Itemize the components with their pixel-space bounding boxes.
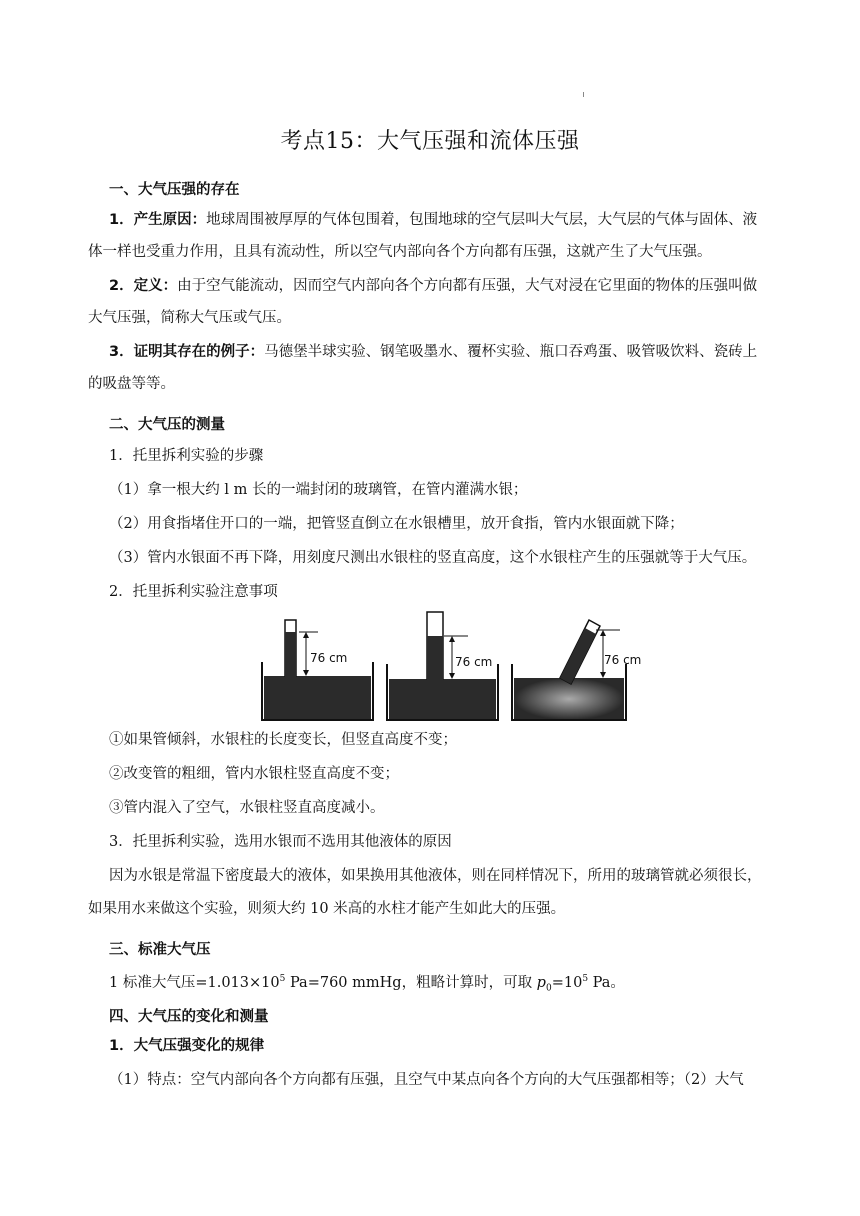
exponent-2: 5 <box>582 974 589 984</box>
note-1: ①如果管倾斜，水银柱的长度变长，但竖直高度不变； <box>109 732 457 748</box>
reason-line-1: 因为水银是常温下密度最大的液体，如果换用其他液体，则在同样情况下，所用的玻璃管就必须很长， <box>109 868 762 884</box>
page-title: 考点15：大气压强和流体压强 <box>280 129 580 154</box>
paragraph-3-line-2: 的吸盘等等。 <box>88 376 175 392</box>
paragraph-1-line-2: 体一样也受重力作用，且具有流动性，所以空气内部向各个方向都有压强，这就产生了大气压强。 <box>88 244 712 260</box>
subheading-4-1-text: 1．大气压强变化的规律 <box>109 1038 265 1054</box>
section-heading-1: 一、大气压强的存在 <box>109 182 240 198</box>
section-heading-2: 二、大气压的测量 <box>109 417 225 433</box>
height-label-2: 76 cm <box>455 655 493 669</box>
step-3: （3）管内水银面不再下降，用刻度尺测出水银柱的竖直高度，这个水银柱产生的压强就等于大气压。 <box>109 550 757 566</box>
step-2: （2）用食指堵住开口的一端，把管竖直倒立在水银槽里，放开食指，管内水银面就下降； <box>109 516 684 532</box>
subheading-2-2: 2．托里拆利实验注意事项 <box>109 584 278 600</box>
note-3: ③管内混入了空气，水银柱竖直高度减小。 <box>109 800 385 816</box>
diagram-tilted-tube <box>512 620 641 720</box>
paragraph-2-line-2: 大气压强，简称大气压或气压。 <box>88 310 291 326</box>
paragraph-2-line-1 <box>109 270 757 302</box>
paragraph-1-line-1 <box>109 204 757 236</box>
feature-line: （1）特点：空气内部向各个方向都有压强，且空气中某点向各个方向的大气压强都相等；（2）大气 <box>109 1072 744 1088</box>
paragraph-2-label: 2．定义： <box>109 278 178 294</box>
subheading-2-3: 3．托里拆利实验，选用水银而不选用其他液体的原因 <box>109 834 452 850</box>
diagram-vertical-tube <box>262 620 373 720</box>
reason-line-2: 如果用水来做这个实验，则须大约 10 米高的水柱才能产生如此大的压强。 <box>88 901 566 917</box>
formula-part-a: 1 标准大气压=1.013×10 <box>109 974 280 991</box>
paragraph-3-label: 3．证明其存在的例子： <box>109 344 265 360</box>
exponent-1: 5 <box>279 974 286 984</box>
note-2: ②改变管的粗细，管内水银柱竖直高度不变； <box>109 766 399 782</box>
page-mark <box>583 92 584 97</box>
standard-pressure-formula <box>109 963 625 1005</box>
height-label-3: 76 cm <box>604 653 642 667</box>
section-heading-4: 四、大气压的变化和测量 <box>109 1009 269 1025</box>
torricelli-figure <box>258 612 642 722</box>
subheading-2-1: 1．托里拆利实验的步骤 <box>109 448 264 464</box>
paragraph-1-label: 1．产生原因： <box>109 212 207 228</box>
section-heading-3: 三、标准大气压 <box>109 942 211 958</box>
diagram-wide-tube <box>387 612 498 720</box>
pressure-symbol: p <box>536 974 546 991</box>
paragraph-3-text: 马德堡半球实验、钢笔吸墨水、覆杯实验、瓶口吞鸡蛋、吸管吸饮料、瓷砖上 <box>264 344 758 360</box>
height-label-1: 76 cm <box>310 651 348 665</box>
paragraph-3-line-1 <box>109 336 757 368</box>
formula-part-b: Pa=760 mmHg，粗略计算时，可取 <box>285 974 537 991</box>
step-1: （1）拿一根大约 l m 长的一端封闭的玻璃管，在管内灌满水银； <box>109 482 528 498</box>
subscript-0: 0 <box>545 983 552 994</box>
paragraph-1-text: 地球周围被厚厚的气体包围着，包围地球的空气层叫大气层，大气层的气体与固体、液 <box>206 212 758 228</box>
formula-part-d: Pa。 <box>588 974 625 991</box>
subheading-4-1 <box>109 1030 264 1062</box>
paragraph-2-text: 由于空气能流动，因而空气内部向各个方向都有压强，大气对浸在它里面的物体的压强叫做 <box>177 278 758 294</box>
formula-part-c: =10 <box>551 974 583 991</box>
